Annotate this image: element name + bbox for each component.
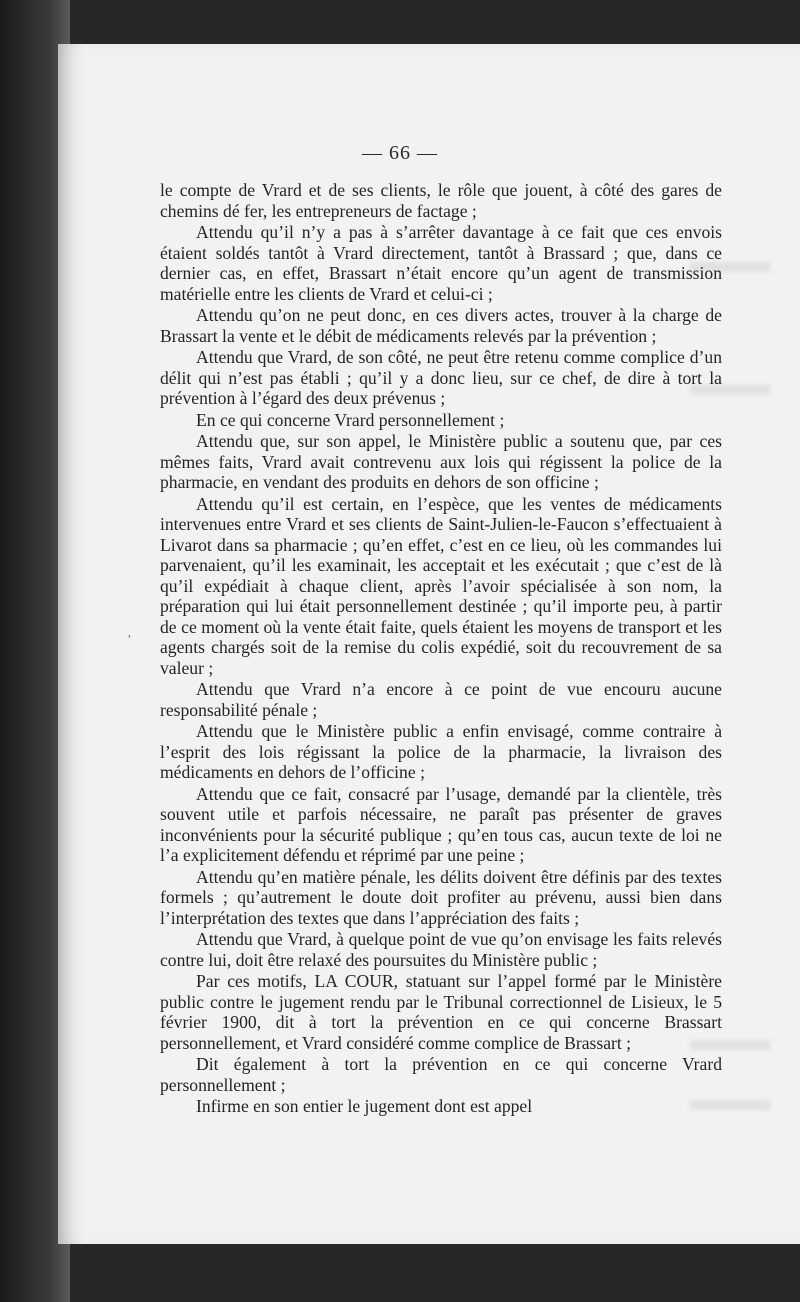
paragraph: Par ces motifs, LA COUR, statuant sur l’appel formé par le Ministère public contre le jugement rendu par le Tribunal correctionnel de Lisieux, le 5 février 1900, dit à tort la prévention en ce qui concerne Brassart personnellement, et Vrard considéré comme complice de Brassart ; bbox=[160, 971, 722, 1053]
paragraph: le compte de Vrard et de ses clients, le rôle que jouent, à côté des gares de chemins dé fer, les entrepreneurs de factage ; bbox=[160, 180, 722, 221]
paragraph: Attendu qu’on ne peut donc, en ces divers actes, trouver à la charge de Brassart la vente et le débit de médicaments relevés par la prévention ; bbox=[160, 305, 722, 346]
paragraph: En ce qui concerne Vrard personnellement ; bbox=[196, 409, 505, 430]
paragraph: Dit également à tort la prévention en ce qui concerne Vrard personnellement ; bbox=[160, 1054, 722, 1095]
paragraph: Attendu que, sur son appel, le Ministère public a soutenu que, par ces mêmes faits, Vrard avait contrevenu aux lois qui régissent la police de la pharmacie, en vendant des produits en dehors de son officine ; bbox=[160, 431, 722, 492]
paragraph: Attendu qu’il n’y a pas à s’arrêter davantage à ce fait que ces envois étaient soldés tantôt à Vrard directement, tantôt à Brassard ; que, dans ce dernier cas, en effet, Brassart n’était encore qu’un agent de transmission matérielle entre les clients de Vrard et celui-ci ; bbox=[160, 222, 722, 304]
paragraph: Attendu que ce fait, consacré par l’usage, demandé par la clientèle, très souvent utile et parfois nécessaire, ne paraît pas présenter de graves inconvénients pour la sécurité publique ; qu’en tous cas, aucun texte de loi ne l’a explicitement défendu et réprimé par une peine ; bbox=[160, 783, 722, 865]
paragraph: Attendu que Vrard n’a encore à ce point de vue encouru aucune responsabilité pénale ; bbox=[160, 679, 722, 720]
page-number: — 66 — bbox=[362, 142, 438, 164]
paragraph: Attendu qu’il est certain, en l’espèce, que les ventes de médicaments intervenues entre Vrard et ses clients de Saint-Julien-le-Faucon s’effectuaient à Livarot dans sa pharmacie ; qu’en effet, c’est en ce lieu, où les commandes lui parvenaient, qu’il les examinait, les acceptait et les exécutait ; que c’est de là qu’il expédiait à chaque client, après l’avoir spécialisée à son nom, la préparation qui lui était personnellement destinée ; qu’il importe peu, à partir de ce moment où la vente était faite, quels étaient les moyens de transport et les agents chargés soit de la remise du colis expédié, soit du recouvrement de sa valeur ; bbox=[160, 493, 722, 678]
paragraph: Attendu que Vrard, de son côté, ne peut être retenu comme complice d’un délit qui n’est pas établi ; qu’il y a donc lieu, sur ce chef, de dire à tort la prévention à l’égard des deux prévenus ; bbox=[160, 347, 722, 408]
paragraph: Attendu que Vrard, à quelque point de vue qu’on envisage les faits relevés contre lui, doit être relaxé des poursuites du Ministère public ; bbox=[160, 929, 722, 970]
paragraph: Attendu que le Ministère public a enfin envisagé, comme contraire à l’esprit des lois régissant la police de la pharmacie, la livraison des médicaments en dehors de l’officine ; bbox=[160, 721, 722, 782]
paragraph: Infirme en son entier le jugement dont est appel bbox=[196, 1096, 533, 1116]
body-text bbox=[160, 180, 722, 1117]
margin-mark: , bbox=[128, 625, 131, 639]
paragraph: Attendu qu’en matière pénale, les délits doivent être définis par des textes formels ; qu’autrement le doute doit profiter au prévenu, aussi bien dans l’interprétation des textes que dans l’appréciation des faits ; bbox=[160, 866, 722, 928]
